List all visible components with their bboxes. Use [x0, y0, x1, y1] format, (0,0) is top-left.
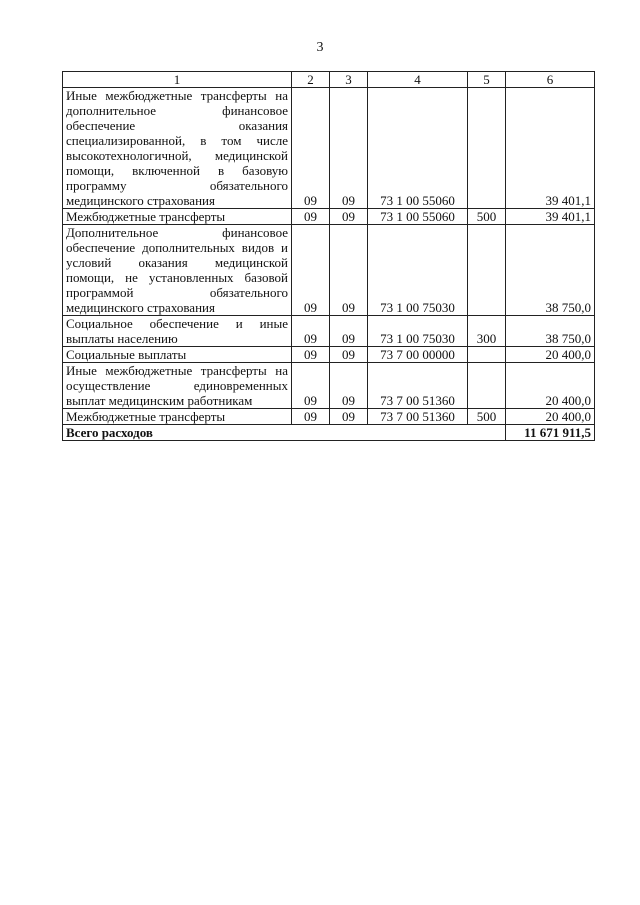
row-target-code: 73 1 00 75030 — [368, 225, 468, 316]
row-section: 09 — [292, 409, 330, 425]
row-section: 09 — [292, 316, 330, 347]
header-cell: 4 — [368, 72, 468, 88]
row-amount: 39 401,1 — [506, 209, 595, 225]
table-row — [63, 88, 595, 209]
row-amount: 20 400,0 — [506, 347, 595, 363]
row-subsection: 09 — [330, 209, 368, 225]
budget-table — [62, 71, 595, 441]
header-cell: 3 — [330, 72, 368, 88]
total-label: Всего расходов — [63, 425, 506, 441]
row-subsection: 09 — [330, 88, 368, 209]
row-section: 09 — [292, 225, 330, 316]
header-cell: 6 — [506, 72, 595, 88]
row-expense-type — [468, 88, 506, 209]
row-target-code: 73 7 00 51360 — [368, 409, 468, 425]
table-row — [63, 209, 595, 225]
row-name: Межбюджетные трансферты — [63, 409, 292, 425]
total-amount: 11 671 911,5 — [506, 425, 595, 441]
row-expense-type — [468, 225, 506, 316]
page-number: 3 — [316, 40, 324, 55]
table-row — [63, 316, 595, 347]
header-cell: 2 — [292, 72, 330, 88]
header-cell: 5 — [468, 72, 506, 88]
table-row — [63, 409, 595, 425]
row-target-code: 73 1 00 75030 — [368, 316, 468, 347]
row-expense-type — [468, 347, 506, 363]
row-amount: 20 400,0 — [506, 409, 595, 425]
row-expense-type: 500 — [468, 409, 506, 425]
row-section: 09 — [292, 209, 330, 225]
row-section: 09 — [292, 347, 330, 363]
row-subsection: 09 — [330, 225, 368, 316]
table-row — [63, 347, 595, 363]
total-row — [63, 425, 595, 441]
table-row — [63, 225, 595, 316]
row-amount: 20 400,0 — [506, 363, 595, 409]
row-target-code: 73 1 00 55060 — [368, 209, 468, 225]
row-expense-type: 300 — [468, 316, 506, 347]
row-subsection: 09 — [330, 316, 368, 347]
row-subsection: 09 — [330, 363, 368, 409]
row-target-code: 73 7 00 51360 — [368, 363, 468, 409]
table-row — [63, 363, 595, 409]
table-header-row — [63, 72, 595, 88]
row-name: Социальные выплаты — [63, 347, 292, 363]
row-subsection: 09 — [330, 347, 368, 363]
row-amount: 39 401,1 — [506, 88, 595, 209]
row-target-code: 73 7 00 00000 — [368, 347, 468, 363]
row-amount: 38 750,0 — [506, 316, 595, 347]
header-cell: 1 — [63, 72, 292, 88]
row-section: 09 — [292, 363, 330, 409]
row-name: Иные межбюджетные трансферты на осуществление единовременных выплат медицинским работникам — [63, 363, 292, 409]
row-name: Социальное обеспечение и иные выплаты населению — [63, 316, 292, 347]
row-subsection: 09 — [330, 409, 368, 425]
row-name: Дополнительное финансовое обеспечение дополнительных видов и условий оказания медицинской помощи, не установленных базовой программой обязательного медицинского страхования — [63, 225, 292, 316]
row-section: 09 — [292, 88, 330, 209]
row-expense-type: 500 — [468, 209, 506, 225]
row-name: Иные межбюджетные трансферты на дополнительное финансовое обеспечение оказания специализированной, в том числе высокотехнологичной, медицинской помощи, включенной в базовую программу обязательного медицинского страхования — [63, 88, 292, 209]
row-name: Межбюджетные трансферты — [63, 209, 292, 225]
row-expense-type — [468, 363, 506, 409]
row-amount: 38 750,0 — [506, 225, 595, 316]
row-target-code: 73 1 00 55060 — [368, 88, 468, 209]
